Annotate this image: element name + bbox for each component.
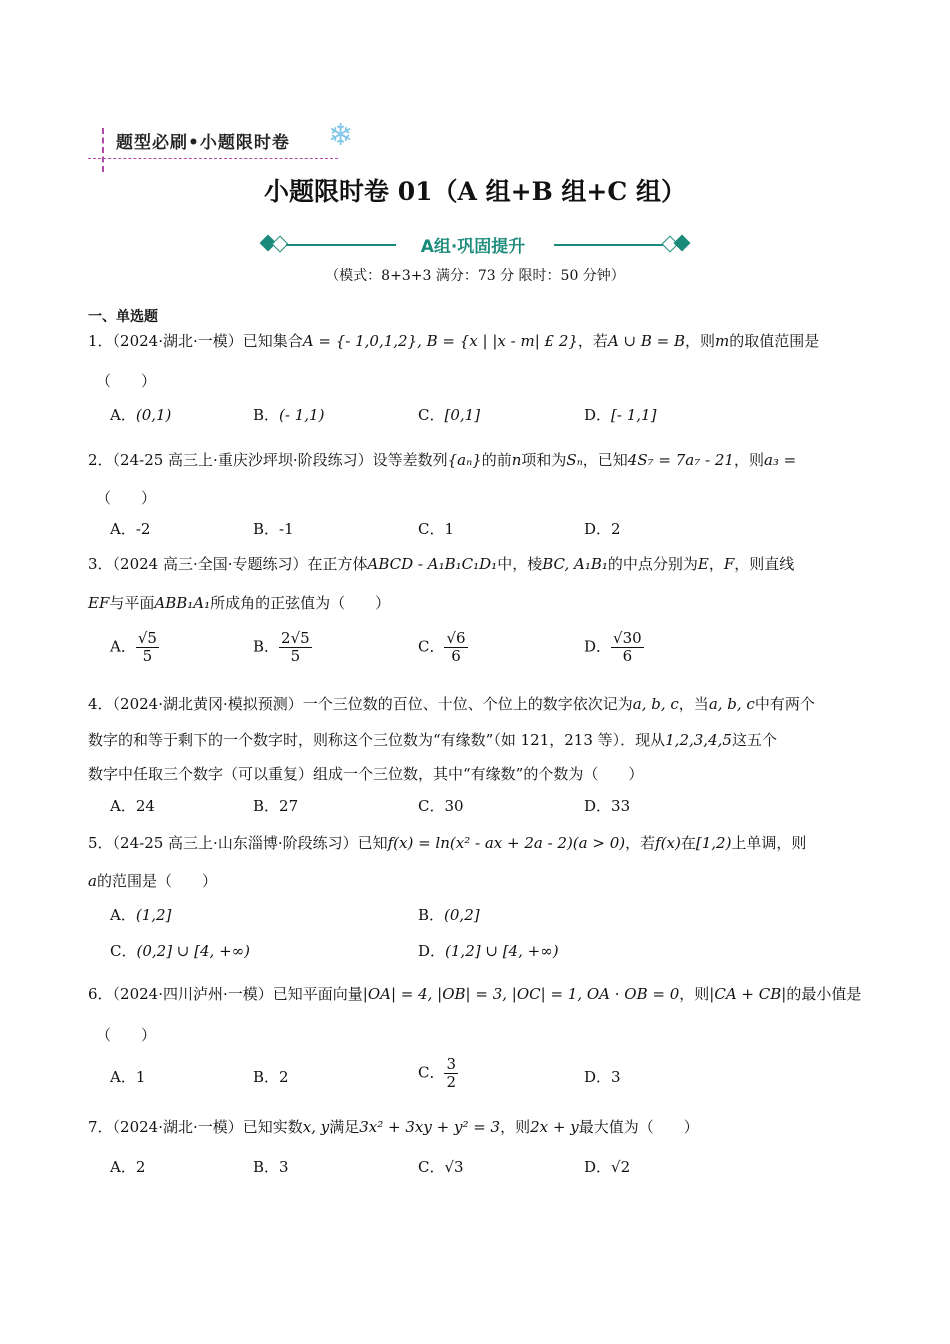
page-title: 小题限时卷 01（A 组+B 组+C 组）: [264, 177, 686, 206]
question-text: ，则: [733, 451, 764, 469]
banner-line-left: [286, 244, 396, 246]
option-a[interactable]: A．24: [110, 797, 155, 815]
brand-vertical-line: [102, 128, 104, 172]
question-text: （24-25 高三上·山东淄博·阶段练习）已知: [112, 834, 388, 852]
question-number: 5．: [88, 834, 113, 852]
question-text: 项和为: [521, 451, 567, 469]
question-text: 在: [680, 834, 696, 852]
math-expression: {aₙ}: [447, 451, 482, 469]
question-text: （2024·湖北·一模）已知集合: [112, 332, 303, 350]
question-text: ，则直线: [734, 555, 795, 573]
option-b[interactable]: B．3: [253, 1158, 289, 1176]
question-1: [88, 330, 868, 352]
question-text: 最大值为（ ）: [578, 1118, 699, 1136]
question-4-line-3: 数字中任取三个数字（可以重复）组成一个三位数，其中“有缘数”的个数为（ ）: [88, 765, 644, 783]
math-expression: f(x): [655, 834, 681, 852]
math-expression: 1,2,3,4,5: [665, 731, 732, 749]
option-b[interactable]: B．-1: [253, 520, 294, 538]
question-text: 的中点分别为: [607, 555, 698, 573]
math-expression: BC, A₁B₁: [542, 555, 608, 573]
question-text: （24-25 高三上·重庆沙坪坝·阶段练习）设等差数列: [112, 451, 448, 469]
brand-header: [88, 118, 354, 170]
math-expression: 3x² + 3xy + y² = 3: [359, 1118, 501, 1136]
diamond-right-icon: [674, 235, 691, 252]
math-expression: |CA + CB|: [709, 985, 787, 1003]
option-d[interactable]: D．(1,2] ∪ [4, +∞): [418, 942, 559, 960]
math-expression: ABCD - A₁B₁C₁D₁: [367, 555, 498, 573]
question-text: ，若: [625, 834, 656, 852]
question-text: 上单调，则: [731, 834, 807, 852]
question-4: [88, 693, 868, 715]
question-text: ，若: [577, 332, 608, 350]
question-text: 中有两个: [754, 695, 815, 713]
option-c[interactable]: C． $\frac{√6}{6}$: [418, 629, 466, 665]
banner-line-right: [554, 244, 664, 246]
option-a[interactable]: A．-2: [110, 520, 151, 538]
option-d[interactable]: D． $\frac{√30}{6}$: [584, 629, 642, 665]
brand-horizontal-line: [88, 158, 338, 159]
option-d[interactable]: D．√2: [584, 1158, 631, 1176]
answer-blank: （ ）: [96, 489, 157, 507]
option-b[interactable]: B．(0,2]: [418, 906, 480, 924]
options-q6: [0, 1056, 950, 1100]
option-b[interactable]: B．27: [253, 797, 299, 815]
math-expression: EF: [88, 594, 110, 612]
snowflake-icon: ❄: [328, 118, 354, 153]
option-a[interactable]: A．(0,1): [110, 406, 172, 424]
math-expression: n: [511, 451, 522, 469]
question-text: 这五个: [731, 731, 777, 749]
group-label: A组·巩固提升: [420, 237, 526, 257]
question-text: （2024·湖北·一模）已知实数: [112, 1118, 303, 1136]
math-expression: E: [697, 555, 709, 573]
exam-meta: （模式：8+3+3 满分：73 分 限时：50 分钟）: [325, 268, 625, 284]
question-4-line-2: [88, 729, 868, 751]
question-5: [88, 832, 868, 854]
question-text: 中，棱: [497, 555, 543, 573]
question-2: [88, 449, 868, 471]
option-a[interactable]: A．2: [110, 1158, 146, 1176]
option-b[interactable]: B． $\frac{2√5}{5}$: [253, 629, 310, 665]
math-expression: a₃ =: [763, 451, 797, 469]
option-d[interactable]: D．[- 1,1]: [584, 406, 657, 424]
question-text: ，: [708, 555, 724, 573]
section-heading: 一、单选题: [88, 309, 158, 325]
option-b[interactable]: B．2: [253, 1068, 289, 1086]
group-banner: [258, 232, 692, 258]
math-expression: f(x) = ln(x² - ax + 2a - 2)(a > 0): [387, 834, 626, 852]
question-text: ，已知: [582, 451, 628, 469]
math-expression: A ∪ B = B: [607, 332, 686, 350]
question-7: [88, 1116, 868, 1138]
question-text: ，则: [679, 985, 710, 1003]
math-expression: Sₙ: [566, 451, 583, 469]
question-3: [88, 553, 868, 575]
question-text: （2024·四川泸州·一模）已知平面向量: [112, 985, 363, 1003]
option-a[interactable]: A． $\frac{√5}{5}$: [110, 629, 157, 665]
option-b[interactable]: B．(- 1,1): [253, 406, 325, 424]
options-q1: [0, 404, 950, 430]
math-expression: A = {- 1,0,1,2}, B = {x | |x - m| £ 2}: [302, 332, 578, 350]
options-q7: [0, 1156, 950, 1182]
math-expression: m: [715, 332, 730, 350]
math-expression: a, b, c: [708, 695, 755, 713]
question-text: 数字的和等于剩下的一个数字时，则称这个三位数为“有缘数”（如 121，213 等）．现从: [88, 731, 666, 749]
question-number: 1．: [88, 332, 113, 350]
math-expression: a, b, c: [632, 695, 679, 713]
option-a[interactable]: A．(1,2]: [110, 906, 172, 924]
question-text: 的取值范围是: [729, 332, 820, 350]
option-c[interactable]: C．[0,1]: [418, 406, 481, 424]
question-text: 的前: [481, 451, 512, 469]
options-q5: [0, 904, 950, 964]
question-number: 3．: [88, 555, 113, 573]
question-text: ，则: [500, 1118, 531, 1136]
math-expression: F: [723, 555, 735, 573]
option-d[interactable]: D．3: [584, 1068, 621, 1086]
question-text: 满足: [329, 1118, 360, 1136]
answer-blank: （ ）: [96, 372, 157, 390]
question-text: （2024·湖北黄冈·模拟预测）一个三位数的百位、十位、个位上的数字依次记为: [112, 695, 633, 713]
math-expression: 4S₇ = 7a₇ - 21: [627, 451, 734, 469]
option-c[interactable]: C．(0,2] ∪ [4, +∞): [110, 942, 250, 960]
brand-text: 题型必刷•小题限时卷: [116, 133, 290, 153]
question-5-line-2: [88, 870, 868, 892]
option-d[interactable]: D．2: [584, 520, 621, 538]
question-number: 4．: [88, 695, 113, 713]
math-expression: a: [88, 872, 97, 890]
question-text: 所成角的正弦值为（ ）: [210, 594, 391, 612]
option-c[interactable]: C．1: [418, 520, 455, 538]
question-text: 的范围是（ ）: [96, 872, 217, 890]
answer-blank: （ ）: [96, 1026, 157, 1044]
question-3-line-2: [88, 592, 868, 614]
option-c[interactable]: C．√3: [418, 1158, 464, 1176]
question-number: 2．: [88, 451, 113, 469]
math-expression: |OA| = 4, |OB| = 3, |OC| = 1, OA · OB = 0: [362, 985, 680, 1003]
options-q2: [0, 518, 950, 544]
options-q4: [0, 795, 950, 821]
option-c[interactable]: C． $\frac{3}{2}$: [418, 1055, 457, 1091]
question-text: 与平面: [109, 594, 155, 612]
math-expression: 2x + y: [530, 1118, 579, 1136]
question-6: [88, 983, 868, 1005]
options-q3: [0, 630, 950, 674]
math-expression: ABB₁A₁: [154, 594, 211, 612]
question-number: 7．: [88, 1118, 113, 1136]
question-text: ，当: [678, 695, 709, 713]
option-d[interactable]: D．33: [584, 797, 631, 815]
question-text: （2024 高三·全国·专题练习）在正方体: [112, 555, 368, 573]
option-a[interactable]: A．1: [110, 1068, 146, 1086]
question-text: ，则: [685, 332, 716, 350]
option-c[interactable]: C．30: [418, 797, 464, 815]
math-expression: x, y: [302, 1118, 330, 1136]
question-number: 6．: [88, 985, 113, 1003]
math-expression: [1,2): [695, 834, 732, 852]
question-text: 的最小值是: [786, 985, 862, 1003]
